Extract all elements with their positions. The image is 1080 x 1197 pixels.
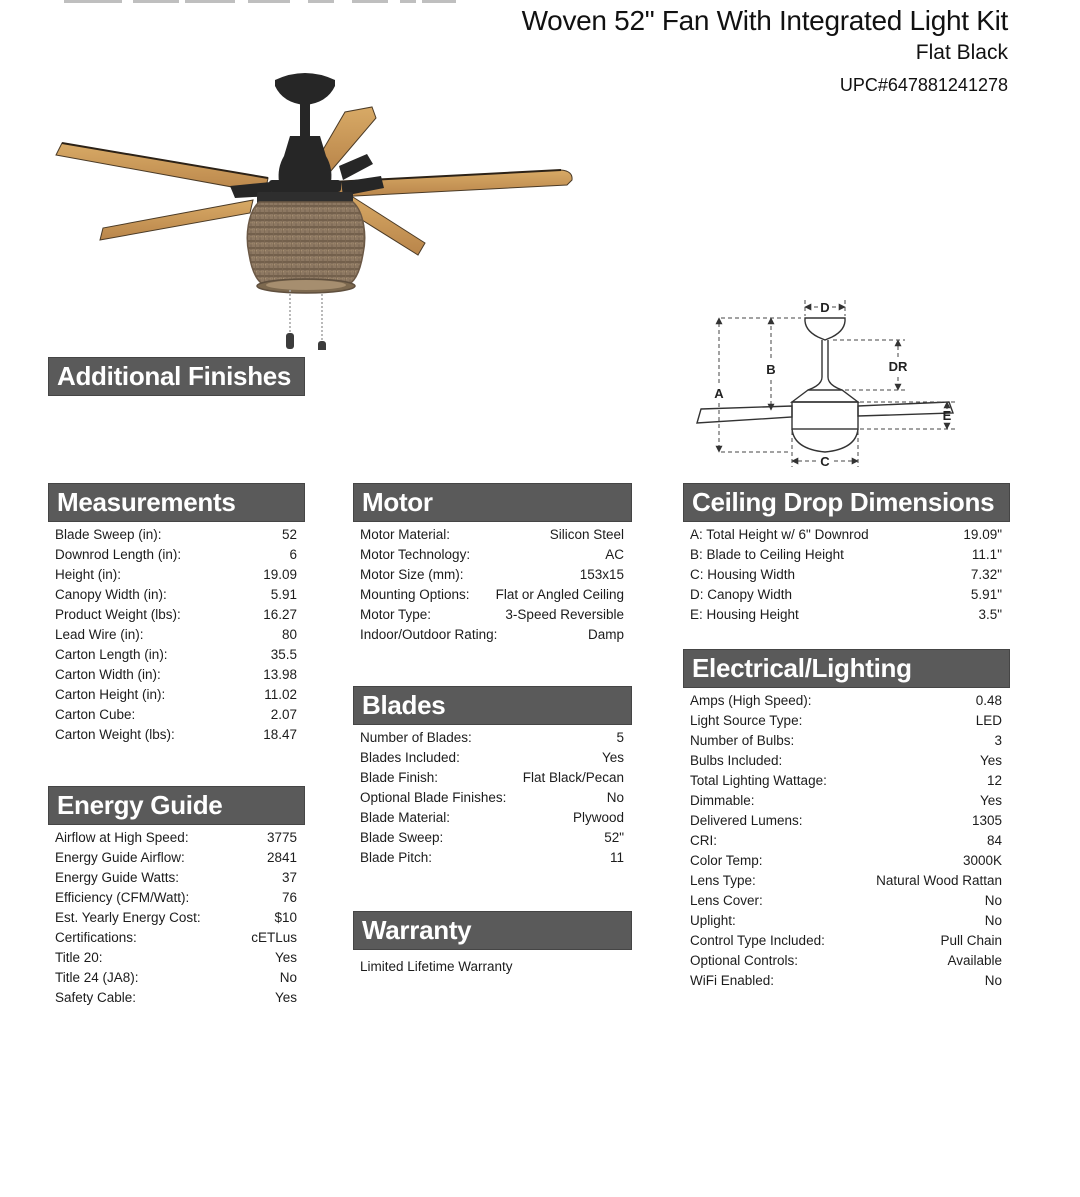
spec-label: Energy Guide Airflow: [55, 850, 185, 865]
spec-value: 2841 [266, 850, 297, 865]
spec-value: 153x15 [579, 567, 624, 582]
spec-value: Available [947, 953, 1002, 968]
spec-row [690, 731, 1002, 751]
section-header-measurements: Measurements [48, 483, 305, 522]
product-photo-fan [25, 50, 585, 350]
spec-row [690, 565, 1002, 585]
spec-value: 5 [616, 730, 624, 745]
spec-row [690, 771, 1002, 791]
spec-label: Blade Pitch: [360, 850, 433, 865]
spec-value: Natural Wood Rattan [876, 873, 1002, 888]
spec-value: 3 [994, 733, 1002, 748]
spec-row [55, 848, 297, 868]
spec-value: Flat Black/Pecan [522, 770, 624, 785]
spec-label: Motor Type: [360, 607, 432, 622]
spec-label: D: Canopy Width [690, 587, 793, 602]
spec-value: Yes [601, 750, 624, 765]
dim-label-c: C [820, 454, 830, 469]
spec-row [690, 691, 1002, 711]
section-header-motor: Motor [353, 483, 632, 522]
spec-label: Color Temp: [690, 853, 763, 868]
section-header-blades: Blades [353, 686, 632, 725]
spec-row [690, 811, 1002, 831]
spec-value: 13.98 [263, 667, 297, 682]
spec-row [360, 748, 624, 768]
spec-value: No [984, 893, 1002, 908]
spec-row [360, 768, 624, 788]
dimension-lines [719, 300, 955, 467]
spec-value: No [279, 970, 297, 985]
spec-label: Downrod Length (in): [55, 547, 182, 562]
logo-fragment [133, 0, 179, 3]
spec-label: Blade Material: [360, 810, 451, 825]
spec-label: CRI: [690, 833, 717, 848]
spec-value: 3000K [962, 853, 1002, 868]
section-ceiling-drop [683, 483, 1010, 625]
spec-label: Lens Cover: [690, 893, 763, 908]
spec-value: 3.5" [978, 607, 1002, 622]
spec-row [360, 625, 624, 645]
spec-label: Carton Height (in): [55, 687, 166, 702]
spec-value: 76 [281, 890, 297, 905]
logo-fragment [352, 0, 388, 3]
spec-label: Safety Cable: [55, 990, 137, 1005]
spec-row [55, 948, 297, 968]
spec-row [360, 545, 624, 565]
spec-value: Yes [274, 990, 297, 1005]
spec-label: Total Lighting Wattage: [690, 773, 827, 788]
spec-row [690, 971, 1002, 991]
spec-value: Silicon Steel [549, 527, 624, 542]
spec-label: Delivered Lumens: [690, 813, 803, 828]
finish-label: Flat Black [915, 41, 1008, 64]
spec-row [55, 625, 297, 645]
spec-row [55, 868, 297, 888]
section-header-ceiling-drop: Ceiling Drop Dimensions [683, 483, 1010, 522]
spec-label: Height (in): [55, 567, 122, 582]
spec-label: Title 20: [55, 950, 103, 965]
spec-value: AC [605, 547, 624, 562]
spec-value: 1305 [971, 813, 1002, 828]
spec-value: Yes [979, 753, 1002, 768]
spec-value: Plywood [572, 810, 624, 825]
spec-value: Pull Chain [940, 933, 1002, 948]
spec-label: Est. Yearly Energy Cost: [55, 910, 201, 925]
logo-fragment [185, 0, 235, 3]
spec-label: Certifications: [55, 930, 137, 945]
blades-rows [353, 725, 632, 868]
section-header-warranty: Warranty [353, 911, 632, 950]
spec-label: Light Source Type: [690, 713, 803, 728]
spec-row [690, 851, 1002, 871]
spec-row [690, 911, 1002, 931]
spec-value: Flat or Angled Ceiling [495, 587, 624, 602]
spec-value: 7.32" [970, 567, 1002, 582]
spec-row [55, 665, 297, 685]
spec-row [690, 711, 1002, 731]
spec-value: 3775 [266, 830, 297, 845]
spec-label: Blade Sweep (in): [55, 527, 162, 542]
spec-label: Carton Cube: [55, 707, 136, 722]
spec-row [55, 725, 297, 745]
spec-row [55, 525, 297, 545]
spec-value: Damp [587, 627, 624, 642]
spec-label: Title 24 (JA8): [55, 970, 139, 985]
spec-row [690, 791, 1002, 811]
electrical-rows [683, 688, 1010, 991]
spec-value: 6 [289, 547, 297, 562]
spec-row [360, 728, 624, 748]
spec-row [55, 888, 297, 908]
dim-label-b: B [766, 362, 776, 377]
logo-fragment [400, 0, 416, 3]
spec-value: 18.47 [263, 727, 297, 742]
spec-row [360, 848, 624, 868]
spec-row [55, 585, 297, 605]
spec-label: Lens Type: [690, 873, 756, 888]
spec-value: 2.07 [270, 707, 297, 722]
spec-label: E: Housing Height [690, 607, 799, 622]
spec-row [690, 751, 1002, 771]
section-energy-guide [48, 786, 305, 1008]
spec-label: Canopy Width (in): [55, 587, 167, 602]
spec-value: $10 [274, 910, 297, 925]
spec-label: Motor Size (mm): [360, 567, 464, 582]
spec-row [690, 871, 1002, 891]
section-motor [353, 483, 632, 645]
spec-row [55, 545, 297, 565]
pull-chains [286, 290, 326, 350]
spec-label: Optional Controls: [690, 953, 799, 968]
spec-label: C: Housing Width [690, 567, 796, 582]
spec-label: Number of Blades: [360, 730, 472, 745]
spec-value: 19.09 [263, 567, 297, 582]
spec-value: 37 [281, 870, 297, 885]
spec-value: 80 [281, 627, 297, 642]
motor-rows [353, 522, 632, 645]
spec-label: Mounting Options: [360, 587, 470, 602]
spec-label: Carton Weight (lbs): [55, 727, 175, 742]
spec-value: No [984, 973, 1002, 988]
dim-label-d: D [820, 300, 830, 315]
spec-label: Bulbs Included: [690, 753, 783, 768]
dim-label-e: E [942, 408, 952, 423]
spec-row [690, 831, 1002, 851]
spec-row [55, 565, 297, 585]
spec-row [55, 988, 297, 1008]
spec-value: 52" [604, 830, 624, 845]
section-warranty [353, 911, 632, 976]
spec-value: No [606, 790, 624, 805]
spec-label: Indoor/Outdoor Rating: [360, 627, 498, 642]
logo-fragment [64, 0, 122, 3]
logo-fragment [422, 0, 456, 3]
spec-row [360, 585, 624, 605]
spec-row [55, 908, 297, 928]
spec-row [55, 645, 297, 665]
upc-label: UPC#647881241278 [839, 75, 1008, 95]
dimension-diagram [695, 283, 995, 483]
spec-value: 11.1" [971, 547, 1002, 562]
spec-value: 11.02 [264, 687, 297, 702]
spec-label: Lead Wire (in): [55, 627, 144, 642]
spec-label: Motor Material: [360, 527, 451, 542]
spec-label: Product Weight (lbs): [55, 607, 181, 622]
spec-row [690, 891, 1002, 911]
spec-row [690, 931, 1002, 951]
additional-finishes-banner: Additional Finishes [48, 357, 305, 396]
spec-row [360, 788, 624, 808]
spec-value: 16.27 [263, 607, 297, 622]
spec-row [360, 565, 624, 585]
warranty-text: Limited Lifetime Warranty [360, 959, 513, 974]
spec-label: Blades Included: [360, 750, 460, 765]
logo-fragment [248, 0, 290, 3]
spec-label: Dimmable: [690, 793, 755, 808]
spec-value: No [984, 913, 1002, 928]
section-electrical [683, 649, 1010, 991]
spec-label: B: Blade to Ceiling Height [690, 547, 844, 562]
spec-row [55, 605, 297, 625]
spec-value: Yes [274, 950, 297, 965]
spec-label: Motor Technology: [360, 547, 471, 562]
spec-row [55, 828, 297, 848]
spec-value: 12 [986, 773, 1002, 788]
spec-value: LED [975, 713, 1002, 728]
spec-row [360, 808, 624, 828]
logo-fragment [308, 0, 334, 3]
spec-row [690, 545, 1002, 565]
fan-outline [697, 318, 953, 452]
spec-value: 19.09" [963, 527, 1002, 542]
spec-label: Energy Guide Watts: [55, 870, 180, 885]
spec-label: Control Type Included: [690, 933, 825, 948]
rattan-light-shade [247, 202, 364, 293]
spec-row [360, 525, 624, 545]
spec-label: WiFi Enabled: [690, 973, 775, 988]
spec-label: Blade Sweep: [360, 830, 444, 845]
dim-label-dr: DR [888, 359, 908, 374]
spec-value: 84 [986, 833, 1002, 848]
section-header-energy-guide: Energy Guide [48, 786, 305, 825]
spec-row [360, 828, 624, 848]
spec-value: 35.5 [270, 647, 297, 662]
spec-row [690, 525, 1002, 545]
spec-label: Efficiency (CFM/Watt): [55, 890, 190, 905]
section-measurements [48, 483, 305, 745]
spec-label: A: Total Height w/ 6" Downrod [690, 527, 869, 542]
spec-value: cETLus [251, 930, 297, 945]
spec-row [690, 951, 1002, 971]
spec-row [690, 585, 1002, 605]
measurements-rows [48, 522, 305, 745]
fan-hardware [230, 73, 384, 204]
spec-label: Blade Finish: [360, 770, 439, 785]
spec-label: Carton Length (in): [55, 647, 168, 662]
spec-label: Uplight: [690, 913, 736, 928]
spec-value: 11 [609, 850, 624, 865]
spec-label: Amps (High Speed): [690, 693, 812, 708]
section-blades [353, 686, 632, 868]
spec-value: 0.48 [975, 693, 1002, 708]
spec-value: 5.91" [970, 587, 1002, 602]
spec-label: Optional Blade Finishes: [360, 790, 507, 805]
page-title: Woven 52" Fan With Integrated Light Kit [521, 5, 1008, 36]
dim-label-a: A [714, 386, 724, 401]
ceiling-drop-rows [683, 522, 1010, 625]
spec-row [55, 968, 297, 988]
spec-label: Number of Bulbs: [690, 733, 795, 748]
spec-value: 5.91 [270, 587, 297, 602]
header-block [522, 4, 1008, 96]
energy-guide-rows [48, 825, 305, 1008]
section-header-electrical: Electrical/Lighting [683, 649, 1010, 688]
spec-row [55, 685, 297, 705]
spec-value: Yes [979, 793, 1002, 808]
spec-row [55, 928, 297, 948]
spec-row [360, 605, 624, 625]
spec-value: 3-Speed Reversible [505, 607, 624, 622]
spec-label: Airflow at High Speed: [55, 830, 189, 845]
spec-row [690, 605, 1002, 625]
spec-value: 52 [281, 527, 297, 542]
spec-row [55, 705, 297, 725]
spec-label: Carton Width (in): [55, 667, 161, 682]
